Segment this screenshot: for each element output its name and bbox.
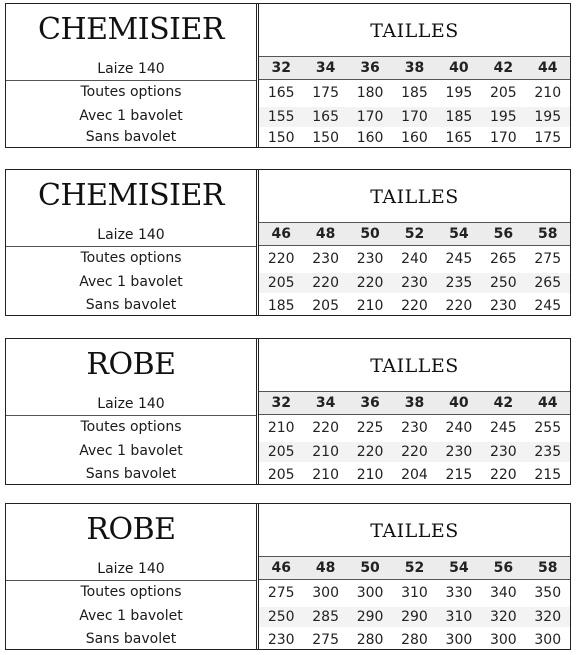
value-cell: 255	[534, 420, 562, 436]
table-left-column	[6, 4, 259, 147]
value-cell: 205	[489, 85, 517, 101]
value-cell: 205	[312, 298, 339, 314]
value-cell: 205	[267, 275, 295, 291]
value-cell: 300	[356, 585, 384, 601]
size-cell: 48	[315, 226, 336, 242]
value-cell: 290	[356, 609, 384, 625]
value-cell: 310	[401, 585, 428, 601]
value-cell: 155	[267, 109, 295, 125]
value-cell: 170	[489, 130, 517, 146]
value-cell: 195	[489, 109, 517, 125]
value-cell: 230	[312, 251, 339, 267]
value-cell: 204	[401, 467, 428, 483]
row-label-toutes-options: Toutes options	[80, 250, 182, 266]
size-cell: 52	[404, 560, 425, 576]
value-cell: 210	[267, 420, 295, 436]
size-cell: 32	[271, 60, 291, 76]
value-cell: 210	[356, 298, 384, 314]
value-cell: 180	[356, 85, 384, 101]
value-cell: 210	[356, 467, 384, 483]
size-cell: 44	[538, 60, 558, 76]
laize-label: Laize 140	[97, 227, 165, 243]
value-cell: 245	[445, 251, 473, 267]
size-cell: 38	[404, 60, 425, 76]
value-cell: 205	[267, 467, 295, 483]
laize-label: Laize 140	[97, 561, 165, 577]
row-label-avec-1-bavolet: Avec 1 bavolet	[79, 443, 183, 459]
value-cell: 160	[356, 130, 384, 146]
table-right-column	[259, 504, 570, 649]
size-cell: 46	[271, 226, 291, 242]
value-cell: 240	[445, 420, 473, 436]
table-left-column	[6, 504, 259, 649]
value-cell: 280	[356, 632, 384, 648]
value-cell: 185	[401, 85, 428, 101]
value-cell: 230	[356, 251, 384, 267]
value-cell: 230	[445, 444, 473, 460]
value-cell: 275	[534, 251, 562, 267]
value-cell: 290	[401, 609, 428, 625]
size-cell: 50	[360, 226, 380, 242]
table-left-column	[6, 339, 259, 484]
value-cell: 330	[445, 585, 473, 601]
value-cell: 160	[401, 130, 428, 146]
table-row	[259, 296, 570, 316]
size-header-row	[259, 391, 570, 415]
divider	[6, 80, 256, 81]
table-right-column	[259, 339, 570, 484]
value-cell: 230	[267, 632, 295, 648]
value-cell: 170	[401, 109, 428, 125]
size-cell: 44	[538, 395, 558, 411]
size-cell: 48	[315, 560, 336, 576]
size-cell: 58	[538, 226, 558, 242]
tailles-header: TAILLES	[370, 520, 459, 542]
value-cell: 280	[401, 632, 428, 648]
size-table-robe-1	[5, 338, 571, 485]
value-cell: 215	[445, 467, 473, 483]
value-cell: 300	[445, 632, 473, 648]
table-right-column	[259, 170, 570, 315]
size-cell: 40	[449, 395, 469, 411]
table-left-column	[6, 170, 259, 315]
table-row	[259, 465, 570, 485]
size-cell: 56	[493, 226, 514, 242]
table-row	[259, 273, 570, 293]
value-cell: 235	[534, 444, 562, 460]
row-label-toutes-options: Toutes options	[80, 584, 182, 600]
value-cell: 220	[401, 444, 428, 460]
value-cell: 245	[489, 420, 517, 436]
size-cell: 34	[315, 60, 336, 76]
size-cell: 54	[449, 560, 469, 576]
table-row	[259, 583, 570, 603]
value-cell: 240	[401, 251, 428, 267]
value-cell: 220	[356, 275, 384, 291]
size-cell: 32	[271, 395, 291, 411]
value-cell: 205	[267, 444, 295, 460]
table-row	[259, 249, 570, 269]
value-cell: 170	[356, 109, 384, 125]
value-cell: 150	[267, 130, 295, 146]
row-label-sans-bavolet: Sans bavolet	[85, 631, 177, 647]
table-row	[259, 442, 570, 462]
value-cell: 250	[267, 609, 295, 625]
value-cell: 185	[267, 298, 295, 314]
value-cell: 265	[489, 251, 517, 267]
value-cell: 230	[401, 275, 428, 291]
value-cell: 235	[445, 275, 473, 291]
tailles-header: TAILLES	[370, 186, 459, 208]
size-table-chemisier-1	[5, 3, 571, 148]
value-cell: 185	[445, 109, 473, 125]
value-cell: 275	[267, 585, 295, 601]
table-row	[259, 607, 570, 627]
row-label-toutes-options: Toutes options	[80, 419, 182, 435]
garment-title: CHEMISIER	[38, 12, 224, 47]
value-cell: 320	[534, 609, 562, 625]
size-header-row	[259, 56, 570, 80]
value-cell: 165	[312, 109, 339, 125]
row-label-sans-bavolet: Sans bavolet	[85, 297, 177, 313]
row-label-toutes-options: Toutes options	[80, 84, 182, 100]
table-row	[259, 630, 570, 650]
size-cell: 46	[271, 560, 291, 576]
size-cell: 40	[449, 60, 469, 76]
size-cell: 36	[360, 395, 380, 411]
value-cell: 195	[445, 85, 473, 101]
value-cell: 210	[534, 85, 562, 101]
size-table-chemisier-2	[5, 169, 571, 316]
size-cell: 36	[360, 60, 380, 76]
size-header-row	[259, 556, 570, 580]
size-cell: 42	[493, 395, 514, 411]
garment-title: CHEMISIER	[38, 178, 224, 213]
divider	[6, 415, 256, 416]
table-row	[259, 418, 570, 438]
size-cell: 50	[360, 560, 380, 576]
size-cell: 38	[404, 395, 425, 411]
value-cell: 220	[312, 275, 339, 291]
value-cell: 195	[534, 109, 562, 125]
divider	[6, 246, 256, 247]
table-row	[259, 83, 570, 103]
value-cell: 165	[445, 130, 473, 146]
value-cell: 215	[534, 467, 562, 483]
garment-title: ROBE	[86, 347, 176, 382]
value-cell: 275	[312, 632, 339, 648]
value-cell: 220	[489, 467, 517, 483]
value-cell: 230	[401, 420, 428, 436]
value-cell: 265	[534, 275, 562, 291]
size-cell: 56	[493, 560, 514, 576]
laize-label: Laize 140	[97, 396, 165, 412]
value-cell: 210	[312, 444, 339, 460]
value-cell: 250	[489, 275, 517, 291]
value-cell: 300	[312, 585, 339, 601]
laize-label: Laize 140	[97, 61, 165, 77]
value-cell: 320	[489, 609, 517, 625]
row-label-sans-bavolet: Sans bavolet	[85, 129, 177, 145]
tailles-header: TAILLES	[370, 355, 459, 377]
value-cell: 175	[534, 130, 562, 146]
value-cell: 210	[312, 467, 339, 483]
value-cell: 350	[534, 585, 562, 601]
value-cell: 340	[489, 585, 517, 601]
value-cell: 220	[312, 420, 339, 436]
value-cell: 220	[356, 444, 384, 460]
value-cell: 300	[534, 632, 562, 648]
value-cell: 285	[312, 609, 339, 625]
value-cell: 225	[356, 420, 384, 436]
value-cell: 310	[445, 609, 473, 625]
value-cell: 165	[267, 85, 295, 101]
table-right-column	[259, 4, 570, 147]
divider	[6, 580, 256, 581]
table-row	[259, 128, 570, 148]
value-cell: 300	[489, 632, 517, 648]
value-cell: 220	[401, 298, 428, 314]
value-cell: 230	[489, 444, 517, 460]
size-header-row	[259, 222, 570, 246]
size-cell: 54	[449, 226, 469, 242]
value-cell: 220	[267, 251, 295, 267]
table-row	[259, 107, 570, 127]
row-label-avec-1-bavolet: Avec 1 bavolet	[79, 108, 183, 124]
garment-title: ROBE	[86, 512, 176, 547]
size-cell: 52	[404, 226, 425, 242]
row-label-sans-bavolet: Sans bavolet	[85, 466, 177, 482]
row-label-avec-1-bavolet: Avec 1 bavolet	[79, 274, 183, 290]
row-label-avec-1-bavolet: Avec 1 bavolet	[79, 608, 183, 624]
value-cell: 150	[312, 130, 339, 146]
value-cell: 175	[312, 85, 339, 101]
size-cell: 58	[538, 560, 558, 576]
value-cell: 220	[445, 298, 473, 314]
tailles-header: TAILLES	[370, 20, 459, 42]
size-cell: 34	[315, 395, 336, 411]
value-cell: 230	[489, 298, 517, 314]
size-cell: 42	[493, 60, 514, 76]
size-table-robe-2	[5, 503, 571, 650]
value-cell: 245	[534, 298, 562, 314]
